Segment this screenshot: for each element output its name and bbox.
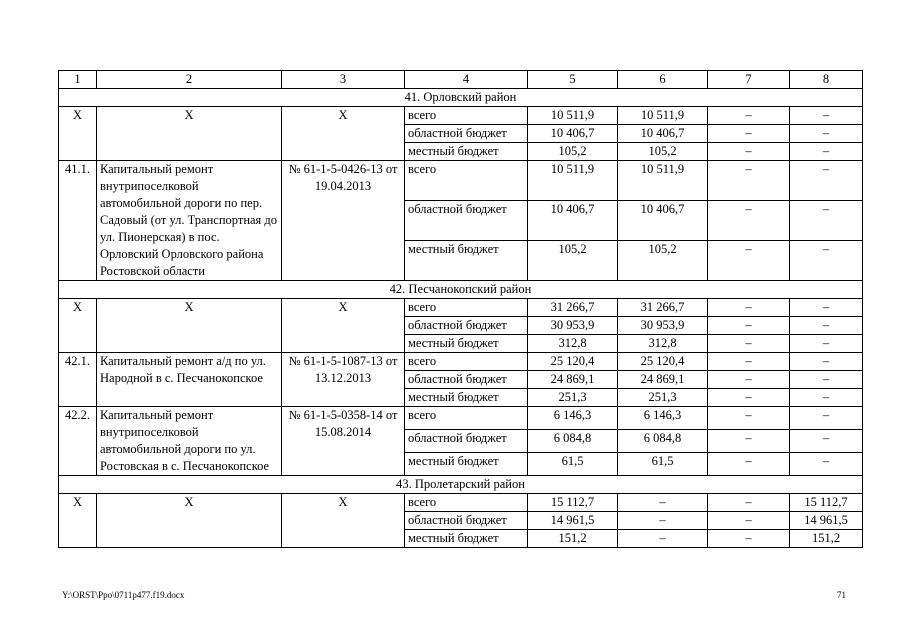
value-col7: – xyxy=(708,494,790,512)
expertise-doc: X xyxy=(282,107,405,161)
object-name: X xyxy=(97,494,282,548)
column-header: 6 xyxy=(618,71,708,89)
item-number: 41.1. xyxy=(59,161,97,281)
value-col7: – xyxy=(708,530,790,548)
value-col8: – xyxy=(790,371,863,389)
expertise-doc: № 61-1-5-0358-14 от 15.08.2014 xyxy=(282,407,405,476)
value-col7: – xyxy=(708,299,790,317)
value-col8: – xyxy=(790,241,863,281)
column-header: 4 xyxy=(405,71,528,89)
column-header: 2 xyxy=(97,71,282,89)
value-col6: 10 511,9 xyxy=(618,161,708,201)
value-col5: 151,2 xyxy=(528,530,618,548)
table-row xyxy=(59,161,863,201)
value-col6: 6 146,3 xyxy=(618,407,708,430)
funding-source: областной бюджет xyxy=(405,201,528,241)
value-col6: 31 266,7 xyxy=(618,299,708,317)
value-col8: – xyxy=(790,407,863,430)
object-name: X xyxy=(97,107,282,161)
funding-source: областной бюджет xyxy=(405,125,528,143)
value-col5: 15 112,7 xyxy=(528,494,618,512)
value-col6: 105,2 xyxy=(618,241,708,281)
value-col6: 10 511,9 xyxy=(618,107,708,125)
funding-source: всего xyxy=(405,107,528,125)
value-col6: 30 953,9 xyxy=(618,317,708,335)
value-col7: – xyxy=(708,201,790,241)
object-name: Капитальный ремонт внутрипоселковой автомобильной дороги по ул. Ростовская в с. Песчанокопское xyxy=(97,407,282,476)
value-col8: 151,2 xyxy=(790,530,863,548)
funding-source: всего xyxy=(405,299,528,317)
value-col6: 105,2 xyxy=(618,143,708,161)
value-col6: 10 406,7 xyxy=(618,201,708,241)
value-col6: 10 406,7 xyxy=(618,125,708,143)
funding-source: областной бюджет xyxy=(405,430,528,453)
header-row xyxy=(59,71,863,89)
value-col8: – xyxy=(790,335,863,353)
value-col5: 10 511,9 xyxy=(528,107,618,125)
value-col6: – xyxy=(618,512,708,530)
page-number: 71 xyxy=(837,590,846,600)
value-col6: 24 869,1 xyxy=(618,371,708,389)
value-col6: – xyxy=(618,494,708,512)
value-col8: – xyxy=(790,161,863,201)
value-col7: – xyxy=(708,143,790,161)
column-header: 8 xyxy=(790,71,863,89)
funding-source: местный бюджет xyxy=(405,453,528,476)
table-row xyxy=(59,407,863,430)
value-col8: – xyxy=(790,299,863,317)
value-col8: – xyxy=(790,389,863,407)
column-header: 1 xyxy=(59,71,97,89)
value-col7: – xyxy=(708,317,790,335)
value-col8: 14 961,5 xyxy=(790,512,863,530)
file-path: Y:\ORST\Ppo\0711p477.f19.docx xyxy=(62,590,185,600)
value-col5: 10 406,7 xyxy=(528,125,618,143)
value-col7: – xyxy=(708,335,790,353)
budget-table xyxy=(58,70,863,548)
funding-source: областной бюджет xyxy=(405,371,528,389)
object-name: Капитальный ремонт внутрипоселковой автомобильной дороги по пер. Садовый (от ул. Транспортная до ул. Пионерская) в пос. Орловский Орловского района Ростовской области xyxy=(97,161,282,281)
table-row xyxy=(59,494,863,512)
section-title: 43. Пролетарский район xyxy=(59,476,863,494)
value-col8: – xyxy=(790,201,863,241)
value-col7: – xyxy=(708,407,790,430)
section-title: 42. Песчанокопский район xyxy=(59,281,863,299)
value-col6: 6 084,8 xyxy=(618,430,708,453)
value-col7: – xyxy=(708,241,790,281)
value-col7: – xyxy=(708,107,790,125)
funding-source: областной бюджет xyxy=(405,512,528,530)
funding-source: областной бюджет xyxy=(405,317,528,335)
value-col5: 312,8 xyxy=(528,335,618,353)
value-col5: 10 511,9 xyxy=(528,161,618,201)
table-row xyxy=(59,107,863,125)
item-number: X xyxy=(59,299,97,353)
table-row xyxy=(59,353,863,371)
column-header: 7 xyxy=(708,71,790,89)
funding-source: местный бюджет xyxy=(405,530,528,548)
column-header: 5 xyxy=(528,71,618,89)
value-col5: 61,5 xyxy=(528,453,618,476)
expertise-doc: X xyxy=(282,494,405,548)
section-title: 41. Орловский район xyxy=(59,89,863,107)
expertise-doc: X xyxy=(282,299,405,353)
value-col5: 6 146,3 xyxy=(528,407,618,430)
funding-source: всего xyxy=(405,407,528,430)
column-header: 3 xyxy=(282,71,405,89)
value-col8: – xyxy=(790,107,863,125)
table-row xyxy=(59,299,863,317)
value-col5: 31 266,7 xyxy=(528,299,618,317)
value-col5: 24 869,1 xyxy=(528,371,618,389)
funding-source: всего xyxy=(405,494,528,512)
funding-source: местный бюджет xyxy=(405,335,528,353)
value-col8: – xyxy=(790,317,863,335)
expertise-doc: № 61-1-5-1087-13 от 13.12.2013 xyxy=(282,353,405,407)
expertise-doc: № 61-1-5-0426-13 от 19.04.2013 xyxy=(282,161,405,281)
value-col6: 251,3 xyxy=(618,389,708,407)
value-col6: 312,8 xyxy=(618,335,708,353)
value-col7: – xyxy=(708,453,790,476)
value-col8: – xyxy=(790,453,863,476)
value-col6: – xyxy=(618,530,708,548)
value-col5: 251,3 xyxy=(528,389,618,407)
value-col7: – xyxy=(708,353,790,371)
value-col8: – xyxy=(790,353,863,371)
value-col8: – xyxy=(790,125,863,143)
value-col7: – xyxy=(708,389,790,407)
value-col7: – xyxy=(708,430,790,453)
value-col5: 30 953,9 xyxy=(528,317,618,335)
value-col5: 6 084,8 xyxy=(528,430,618,453)
object-name: Капитальный ремонт а/д по ул. Народной в с. Песчанокопское xyxy=(97,353,282,407)
value-col5: 25 120,4 xyxy=(528,353,618,371)
section-row xyxy=(59,281,863,299)
funding-source: всего xyxy=(405,161,528,201)
value-col8: – xyxy=(790,143,863,161)
value-col7: – xyxy=(708,371,790,389)
item-number: 42.2. xyxy=(59,407,97,476)
funding-source: местный бюджет xyxy=(405,143,528,161)
value-col7: – xyxy=(708,512,790,530)
value-col5: 105,2 xyxy=(528,241,618,281)
value-col5: 105,2 xyxy=(528,143,618,161)
funding-source: всего xyxy=(405,353,528,371)
value-col7: – xyxy=(708,125,790,143)
value-col6: 25 120,4 xyxy=(618,353,708,371)
funding-source: местный бюджет xyxy=(405,389,528,407)
value-col5: 10 406,7 xyxy=(528,201,618,241)
value-col5: 14 961,5 xyxy=(528,512,618,530)
value-col8: – xyxy=(790,430,863,453)
value-col7: – xyxy=(708,161,790,201)
section-row xyxy=(59,476,863,494)
item-number: 42.1. xyxy=(59,353,97,407)
object-name: X xyxy=(97,299,282,353)
value-col6: 61,5 xyxy=(618,453,708,476)
funding-source: местный бюджет xyxy=(405,241,528,281)
section-row xyxy=(59,89,863,107)
item-number: X xyxy=(59,107,97,161)
value-col8: 15 112,7 xyxy=(790,494,863,512)
item-number: X xyxy=(59,494,97,548)
